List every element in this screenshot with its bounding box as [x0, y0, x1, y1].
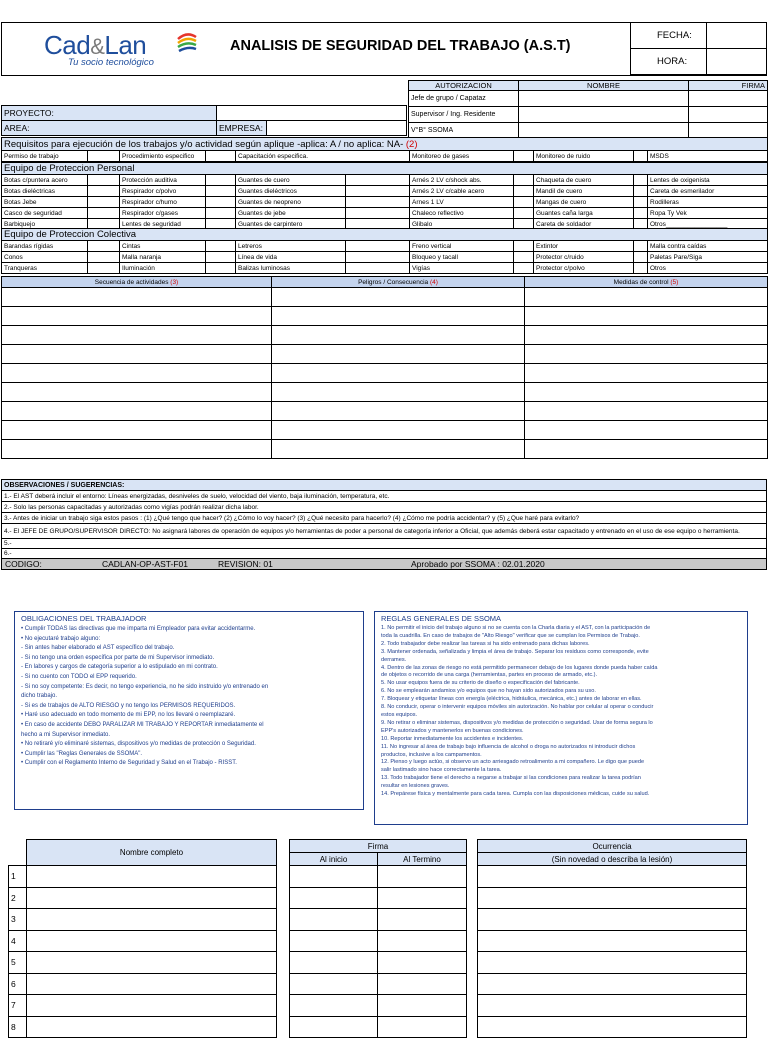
- requisito-check[interactable]: [206, 151, 236, 162]
- hora-label: HORA:: [631, 49, 707, 75]
- firma-termino-field[interactable]: [378, 866, 467, 888]
- obligacion-line: hecho a mi Supervisor inmediato.: [21, 731, 111, 738]
- autorizacion-row-label: Jefe de grupo / Capataz: [409, 91, 519, 107]
- epc-item: Cintas: [120, 241, 206, 252]
- requisito-item: Capacitación especifica.: [236, 151, 410, 162]
- obligacion-line: • Cumplir con el Reglamento Interno de Seguridad y Salud en el Trabajo - RISST.: [21, 760, 237, 767]
- nombre-field[interactable]: [27, 952, 277, 974]
- actividad-cell[interactable]: [2, 383, 272, 402]
- epp-item: Botas c/puntera acero: [2, 175, 88, 186]
- epc-item: Letreros: [236, 241, 346, 252]
- regla-line: resultar en lesiones graves.: [381, 783, 450, 790]
- regla-line: 9. No retirar o eliminar sistemas, dispositivos y/o medidas de protección o seguridad. Usar de forma segura lo: [381, 719, 653, 726]
- epp-item: Guantes de jebe: [236, 208, 346, 219]
- actividad-cell[interactable]: [2, 421, 272, 440]
- epp-item: Guantes de neopreno: [236, 197, 346, 208]
- regla-line: EPP's autorizados y mantenerlos en buenas condiciones.: [381, 727, 524, 734]
- obligacion-line: • Haré uso adecuado en todo momento de mi EPP, no los llevaré o reemplazaré.: [21, 712, 236, 719]
- ocurrencia-field[interactable]: [478, 973, 747, 995]
- actividad-cell[interactable]: [2, 345, 272, 364]
- actividad-cell[interactable]: [2, 440, 272, 459]
- obligacion-line: • Cumplir las "Reglas Generales de SSOMA".: [21, 750, 143, 757]
- epc-item: Paletas Pare/Siga: [648, 252, 768, 263]
- nombre-completo-header: Nombre completo: [27, 840, 277, 866]
- row-number: 2: [9, 887, 27, 909]
- epc-title: Equipo de Proteccion Colectiva: [2, 229, 768, 241]
- nombre-field[interactable]: [27, 887, 277, 909]
- requisito-item: MSDS: [648, 151, 768, 162]
- medida-cell[interactable]: [525, 326, 768, 345]
- epp-check[interactable]: [346, 186, 410, 197]
- logo-swirl-icon: [176, 31, 198, 53]
- epp-item: Careta de esmerilador: [648, 186, 768, 197]
- epp-item: Otros_________________: [648, 219, 768, 230]
- epc-item: Extintor: [534, 241, 634, 252]
- epp-check[interactable]: [634, 208, 648, 219]
- ocurrencia-field[interactable]: [478, 1016, 747, 1038]
- firma-inicio-field[interactable]: [290, 909, 378, 931]
- epc-item: Vigías: [410, 263, 514, 274]
- medida-cell[interactable]: [525, 364, 768, 383]
- epc-item: Barandas rígidas: [2, 241, 88, 252]
- requisito-check[interactable]: [514, 151, 534, 162]
- epc-check[interactable]: [514, 263, 534, 274]
- epp-item: Respirador c/polvo: [120, 186, 206, 197]
- reglas-title: REGLAS GENERALES DE SSOMA: [381, 614, 502, 623]
- actividades-header: Secuencia de actividades (3): [2, 277, 272, 288]
- firma-inicio-field[interactable]: [290, 973, 378, 995]
- nombre-field[interactable]: [27, 866, 277, 888]
- epc-item: Bloqueo y tacall: [410, 252, 514, 263]
- observacion-item: 5.-: [2, 539, 767, 549]
- firma-termino-field[interactable]: [378, 887, 467, 909]
- nombre-field[interactable]: [27, 909, 277, 931]
- epp-check[interactable]: [346, 175, 410, 186]
- epp-item: Arnés 2 LV c/shock abs.: [410, 175, 514, 186]
- obligacion-line: - Si no tengo una orden específica por parte de mi Supervisor inmediato.: [21, 654, 215, 661]
- ocurrencia-field[interactable]: [478, 995, 747, 1017]
- medida-cell[interactable]: [525, 383, 768, 402]
- epc-check[interactable]: [346, 241, 410, 252]
- epp-check[interactable]: [88, 208, 120, 219]
- epp-check[interactable]: [88, 186, 120, 197]
- actividad-cell[interactable]: [2, 364, 272, 383]
- regla-line: 12. Pienso y luego actúo, si observo un acto arriesgado retroalimento a mi compañero. Le digo que puede: [381, 759, 645, 766]
- peligro-cell[interactable]: [272, 383, 525, 402]
- row-number: 8: [9, 1016, 27, 1038]
- epp-item: Botas Jebe: [2, 197, 88, 208]
- regla-line: salir lastimado sino hace correctamente la tarea.: [381, 767, 502, 774]
- page-title: ANALISIS DE SEGURIDAD DEL TRABAJO (A.S.T): [230, 38, 571, 54]
- epp-item: Arnés 2 LV c/cable acero: [410, 186, 514, 197]
- requisito-check[interactable]: [634, 151, 648, 162]
- firma-header: Firma: [290, 840, 467, 853]
- medida-cell[interactable]: [525, 288, 768, 307]
- regla-line: 13. Todo trabajador tiene el derecho a negarse a trabajar si las condiciones para realizar la tarea podrían: [381, 775, 641, 782]
- epc-check[interactable]: [514, 241, 534, 252]
- epp-item: Lentes de seguridad: [120, 219, 206, 230]
- requisito-item: Monitoreo de ruido: [534, 151, 634, 162]
- obligaciones-title: OBLIGACIONES DEL TRABAJADOR: [21, 614, 147, 623]
- project-table: [1, 105, 407, 136]
- epc-item: Tranqueras: [2, 263, 88, 274]
- epc-item: Iluminación: [120, 263, 206, 274]
- epp-item: Guantes de carpintero: [236, 219, 346, 230]
- autorizacion-header: AUTORIZACION: [409, 81, 519, 91]
- obligacion-line: • No ejecutaré trabajo alguno:: [21, 635, 101, 642]
- epp-check[interactable]: [88, 175, 120, 186]
- firma-inicio-field[interactable]: [290, 995, 378, 1017]
- peligro-cell[interactable]: [272, 345, 525, 364]
- regla-line: 11. No ingresar al área de trabajo bajo influencia de alcohol o droga no autorizados ni introducir dichos: [381, 743, 636, 750]
- epc-check[interactable]: [346, 252, 410, 263]
- peligro-cell[interactable]: [272, 288, 525, 307]
- epc-check[interactable]: [634, 263, 648, 274]
- epc-check[interactable]: [206, 252, 236, 263]
- firmas-nombre-table: [8, 839, 277, 1038]
- codigo-value: CADLAN-OP-AST-F01: [102, 559, 188, 569]
- epc-check[interactable]: [634, 241, 648, 252]
- epc-item: Balizas luminosas: [236, 263, 346, 274]
- firma-termino-field[interactable]: [378, 930, 467, 952]
- peligro-cell[interactable]: [272, 326, 525, 345]
- peligro-cell[interactable]: [272, 364, 525, 383]
- epc-item: Otros: [648, 263, 768, 274]
- observacion-item: 4.- El JEFE DE GRUPO/SUPERVISOR DIRECTO: No asignará labores de operación de equipos y/o herramientas de poder a personal de categoría inferior a Oficial, que además deberá estar capacitado y entrenado en el uso de ese equipo o herramienta.: [2, 524, 767, 539]
- regla-line: 6. No se emplearán andamios y/o equipos que no hayan sido autorizados para su uso.: [381, 688, 596, 695]
- actividad-cell[interactable]: [2, 307, 272, 326]
- epp-item: Lentes de oxigenista: [648, 175, 768, 186]
- regla-line: derrames.: [381, 656, 407, 663]
- autorizacion-nombre-field[interactable]: [519, 107, 689, 123]
- epp-item: Guantes dieléctricos: [236, 186, 346, 197]
- al-inicio-header: Al inicio: [290, 853, 378, 866]
- ocurrencia-field[interactable]: [478, 887, 747, 909]
- epp-check[interactable]: [206, 208, 236, 219]
- epp-check[interactable]: [88, 197, 120, 208]
- regla-line: 7. Bloquear y etiquetar líneas con energía (eléctrica, hidráulica, mecánica, etc.) antes de laborar en ellas.: [381, 696, 642, 703]
- requisitos-title: Requisitos para ejecución de los trabajos y/o actividad según aplique -aplica: A / no aplica: NA- (2): [2, 138, 768, 151]
- ocurrencia-field[interactable]: [478, 866, 747, 888]
- regla-line: 3. Mantener ordenada, señalizada y limpia el área de trabajo. Separar los residuos como corresponde, evite: [381, 648, 649, 655]
- row-number: 1: [9, 866, 27, 888]
- nombre-header: NOMBRE: [519, 81, 689, 91]
- epp-item: Arnes 1 LV: [410, 197, 514, 208]
- epp-item: Casco de seguridad: [2, 208, 88, 219]
- epc-item: Protector c/ruido: [534, 252, 634, 263]
- epc-check[interactable]: [88, 252, 120, 263]
- actividad-cell[interactable]: [2, 288, 272, 307]
- nombre-field[interactable]: [27, 973, 277, 995]
- codigo-row: [2, 559, 767, 570]
- epp-check[interactable]: [206, 175, 236, 186]
- row-number: 6: [9, 973, 27, 995]
- regla-line: de objetos o recorrido de una carga (herramientas, partes en proceso de armado, etc.).: [381, 672, 598, 679]
- obligacion-line: - Si es de trabajos de ALTO RIESGO y no tengo los PERMISOS REQUERIDOS.: [21, 702, 236, 709]
- hora-field[interactable]: [707, 49, 767, 75]
- proyecto-field[interactable]: [217, 106, 407, 121]
- epp-item: Protección auditiva: [120, 175, 206, 186]
- row-number: 5: [9, 952, 27, 974]
- epp-item: Mangas de cuero: [534, 197, 634, 208]
- regla-line: 4. Dentro de las zonas de riesgo no está permitido permanecer debajo de los lugares donde pueda haber caída: [381, 664, 658, 671]
- epc-check[interactable]: [346, 263, 410, 274]
- firma-termino-field[interactable]: [378, 1016, 467, 1038]
- epc-table: [1, 228, 768, 274]
- epc-item: Freno vertical: [410, 241, 514, 252]
- nombre-field[interactable]: [27, 1016, 277, 1038]
- row-number: 7: [9, 995, 27, 1017]
- epp-item: Chaqueta de cuero: [534, 175, 634, 186]
- regla-line: 10. Reportar inmediatamente los accidentes e incidentes.: [381, 735, 524, 742]
- nombre-field[interactable]: [27, 930, 277, 952]
- proyecto-label: PROYECTO:: [2, 106, 217, 121]
- epp-item: Mandil de cuero: [534, 186, 634, 197]
- regla-line: productos, inclusive a los campamentos.: [381, 751, 482, 758]
- observacion-item: 1.- El AST deberá incluir el entorno: Líneas energizadas, desniveles de suelo, velocidad del viento, baja iluminación, temperatura, etc.: [2, 491, 767, 502]
- observacion-item: 3.- Antes de iniciar un trabajo siga estos pasos : (1) ¿Qué tengo que hacer? (2) ¿Cómo lo voy hacer? (3) ¿Qué necesito para hacerlo? (4) ¿Cómo me podría accidentar? y (5) ¿Que haré para evitarlo?: [2, 513, 767, 524]
- medida-cell[interactable]: [525, 307, 768, 326]
- fecha-hora-table: [630, 22, 767, 75]
- medida-cell[interactable]: [525, 345, 768, 364]
- epc-check[interactable]: [88, 241, 120, 252]
- regla-line: 8. No conducir, operar o intervenir equipos móviles sin autorización. No hablar por celular al operar o conducir: [381, 704, 654, 711]
- epc-item: Línea de vida: [236, 252, 346, 263]
- autorizacion-table: [408, 80, 768, 139]
- obligaciones-box: [14, 611, 364, 810]
- requisito-item: Permiso de trabajo: [2, 151, 88, 162]
- ocurrencia-field[interactable]: [478, 930, 747, 952]
- regla-line: estos equipos.: [381, 711, 418, 718]
- epc-check[interactable]: [206, 263, 236, 274]
- firma-termino-field[interactable]: [378, 909, 467, 931]
- obligaciones-text: [15, 625, 363, 769]
- epp-item: Chaleco reflectivo: [410, 208, 514, 219]
- regla-line: 2. Todo trabajador debe realizar las tareas si ha sido entrenado para dichas labores.: [381, 640, 590, 647]
- autorizacion-firma-field[interactable]: [689, 91, 768, 107]
- obligacion-line: • Cumplir TODAS las directivas que me imparta mi Empleador para evitar accidentarme.: [21, 626, 256, 632]
- obligacion-line: dicho trabajo.: [21, 693, 58, 700]
- ocurrencia-header: Ocurrencia: [478, 840, 747, 853]
- firma-termino-field[interactable]: [378, 973, 467, 995]
- epp-item: Guantes de cuero: [236, 175, 346, 186]
- row-number: 4: [9, 930, 27, 952]
- medidas-header: Medidas de control (5): [525, 277, 768, 288]
- epp-item: Respirador c/gases: [120, 208, 206, 219]
- al-termino-header: Al Termino: [378, 853, 467, 866]
- firmas-table: [289, 839, 467, 1038]
- medida-cell[interactable]: [525, 421, 768, 440]
- reglas-text: [375, 625, 747, 799]
- epc-check[interactable]: [88, 263, 120, 274]
- peligros-header: Peligros / Consecuencia (4): [272, 277, 525, 288]
- ocurrencia-field[interactable]: [478, 909, 747, 931]
- obligacion-line: - Si no cuento con TODO el EPP requerido.: [21, 673, 137, 680]
- epp-item: Glibalo: [410, 219, 514, 230]
- medida-cell[interactable]: [525, 402, 768, 421]
- epp-check[interactable]: [346, 197, 410, 208]
- epp-item: Rodilleras: [648, 197, 768, 208]
- observaciones-table: [1, 479, 767, 570]
- obligacion-line: - Sin antes haber elaborado el AST específico del trabajo.: [21, 645, 175, 652]
- epp-item: Guantes caña larga: [534, 208, 634, 219]
- obligacion-line: • En caso de accidente DEBO PARALIZAR MI TRABAJO Y REPORTAR inmediatamente el: [21, 721, 264, 728]
- observaciones-title: OBSERVACIONES / SUGERENCIAS:: [2, 480, 767, 491]
- fecha-label: FECHA:: [631, 23, 707, 49]
- epc-check[interactable]: [206, 241, 236, 252]
- observacion-item: 6.-: [2, 549, 767, 559]
- epp-check[interactable]: [514, 197, 534, 208]
- epp-title: Equipo de Proteccion Personal: [2, 163, 768, 175]
- firma-inicio-field[interactable]: [290, 930, 378, 952]
- epc-check[interactable]: [634, 252, 648, 263]
- obligacion-line: - Si no soy competente: Es decir, no tengo experiencia, no he sido instruido y/o entrenado en: [21, 683, 269, 690]
- epp-check[interactable]: [634, 175, 648, 186]
- requisito-item: Monitoreo de gases: [410, 151, 514, 162]
- firma-inicio-field[interactable]: [290, 1016, 378, 1038]
- epp-item: Respirador c/humo: [120, 197, 206, 208]
- obligacion-line: • No retiraré y/o eliminaré sistemas, dispositivos y/o medidas de protección o Seguridad.: [21, 741, 256, 748]
- firma-termino-field[interactable]: [378, 995, 467, 1017]
- observacion-item: 2.- Solo las personas capacitadas y autorizadas como vigías podrán realizar dicha labor.: [2, 502, 767, 513]
- regla-line: 1. No permitir el inicio del trabajo alguno si no se cuenta con la Charla diaria y el AST, con la participación de: [381, 625, 651, 631]
- ocurrencia-field[interactable]: [478, 952, 747, 974]
- regla-line: 5. No usar equipos fuera de su criterio de diseño o especificación del fabricante.: [381, 680, 580, 687]
- firma-inicio-field[interactable]: [290, 952, 378, 974]
- firma-inicio-field[interactable]: [290, 866, 378, 888]
- epc-item: Malla naranja: [120, 252, 206, 263]
- epp-item: Barbiquejo: [2, 219, 88, 230]
- firma-inicio-field[interactable]: [290, 887, 378, 909]
- epp-item: Careta de soldador: [534, 219, 634, 230]
- firma-header: FIRMA: [689, 81, 768, 91]
- nombre-field[interactable]: [27, 995, 277, 1017]
- autorizacion-row-label: Supervisor / Ing. Residente: [409, 107, 519, 123]
- epp-item: Ropa Ty Vek: [648, 208, 768, 219]
- revision-value: REVISION: 01: [218, 559, 273, 569]
- epp-check[interactable]: [514, 208, 534, 219]
- epc-item: Malla contra caídas: [648, 241, 768, 252]
- medida-cell[interactable]: [525, 440, 768, 459]
- peligro-cell[interactable]: [272, 402, 525, 421]
- epp-check[interactable]: [514, 175, 534, 186]
- actividad-cell[interactable]: [2, 326, 272, 345]
- ocurrencia-subheader: (Sin novedad o describa la lesión): [478, 853, 747, 866]
- regla-line: 14. Prepárese física y mentalmente para cada tarea. Cumpla con las disposiciones médicas, cuide su salud.: [381, 791, 650, 798]
- actividad-cell[interactable]: [2, 402, 272, 421]
- epp-check[interactable]: [206, 197, 236, 208]
- ocurrencia-table: [477, 839, 747, 1038]
- epp-table: [1, 162, 768, 230]
- peligro-cell[interactable]: [272, 307, 525, 326]
- epp-check[interactable]: [634, 186, 648, 197]
- epp-check[interactable]: [206, 186, 236, 197]
- obligacion-line: - En labores y cargos de categoría superior a lo estipulado en mi contrato.: [21, 664, 218, 671]
- regla-line: toda la cuadrilla. En caso de trabajos de "Alto Riesgo" verificar que se cumplan los Permisos de Trabajo.: [381, 632, 640, 639]
- reglas-box: [374, 611, 748, 825]
- epp-check[interactable]: [346, 208, 410, 219]
- epc-item: Conos: [2, 252, 88, 263]
- epp-item: Botas dieléctricas: [2, 186, 88, 197]
- empresa-field[interactable]: [267, 121, 407, 136]
- epp-check[interactable]: [514, 186, 534, 197]
- requisito-item: Procedimiento especifico: [120, 151, 206, 162]
- row-number: 3: [9, 909, 27, 931]
- company-logo: Cad&Lan Tu socio tecnológico: [40, 27, 200, 71]
- fecha-field[interactable]: [707, 23, 767, 49]
- empresa-label: EMPRESA:: [217, 121, 267, 136]
- peligro-cell[interactable]: [272, 421, 525, 440]
- area-label: AREA:: [2, 121, 217, 136]
- requisitos-table: [1, 137, 768, 162]
- actividades-table: [1, 276, 768, 459]
- codigo-label: CODIGO:: [5, 559, 42, 569]
- epc-item: Protector c/polvo: [534, 263, 634, 274]
- epc-check[interactable]: [514, 252, 534, 263]
- autorizacion-nombre-field[interactable]: [519, 91, 689, 107]
- autorizacion-row-label: V°B° SSOMA: [409, 123, 519, 139]
- peligro-cell[interactable]: [272, 440, 525, 459]
- autorizacion-firma-field[interactable]: [689, 107, 768, 123]
- aprobado-value: Aprobado por SSOMA : 02.01.2020: [411, 559, 545, 569]
- epp-check[interactable]: [634, 197, 648, 208]
- firma-termino-field[interactable]: [378, 952, 467, 974]
- requisito-check[interactable]: [88, 151, 120, 162]
